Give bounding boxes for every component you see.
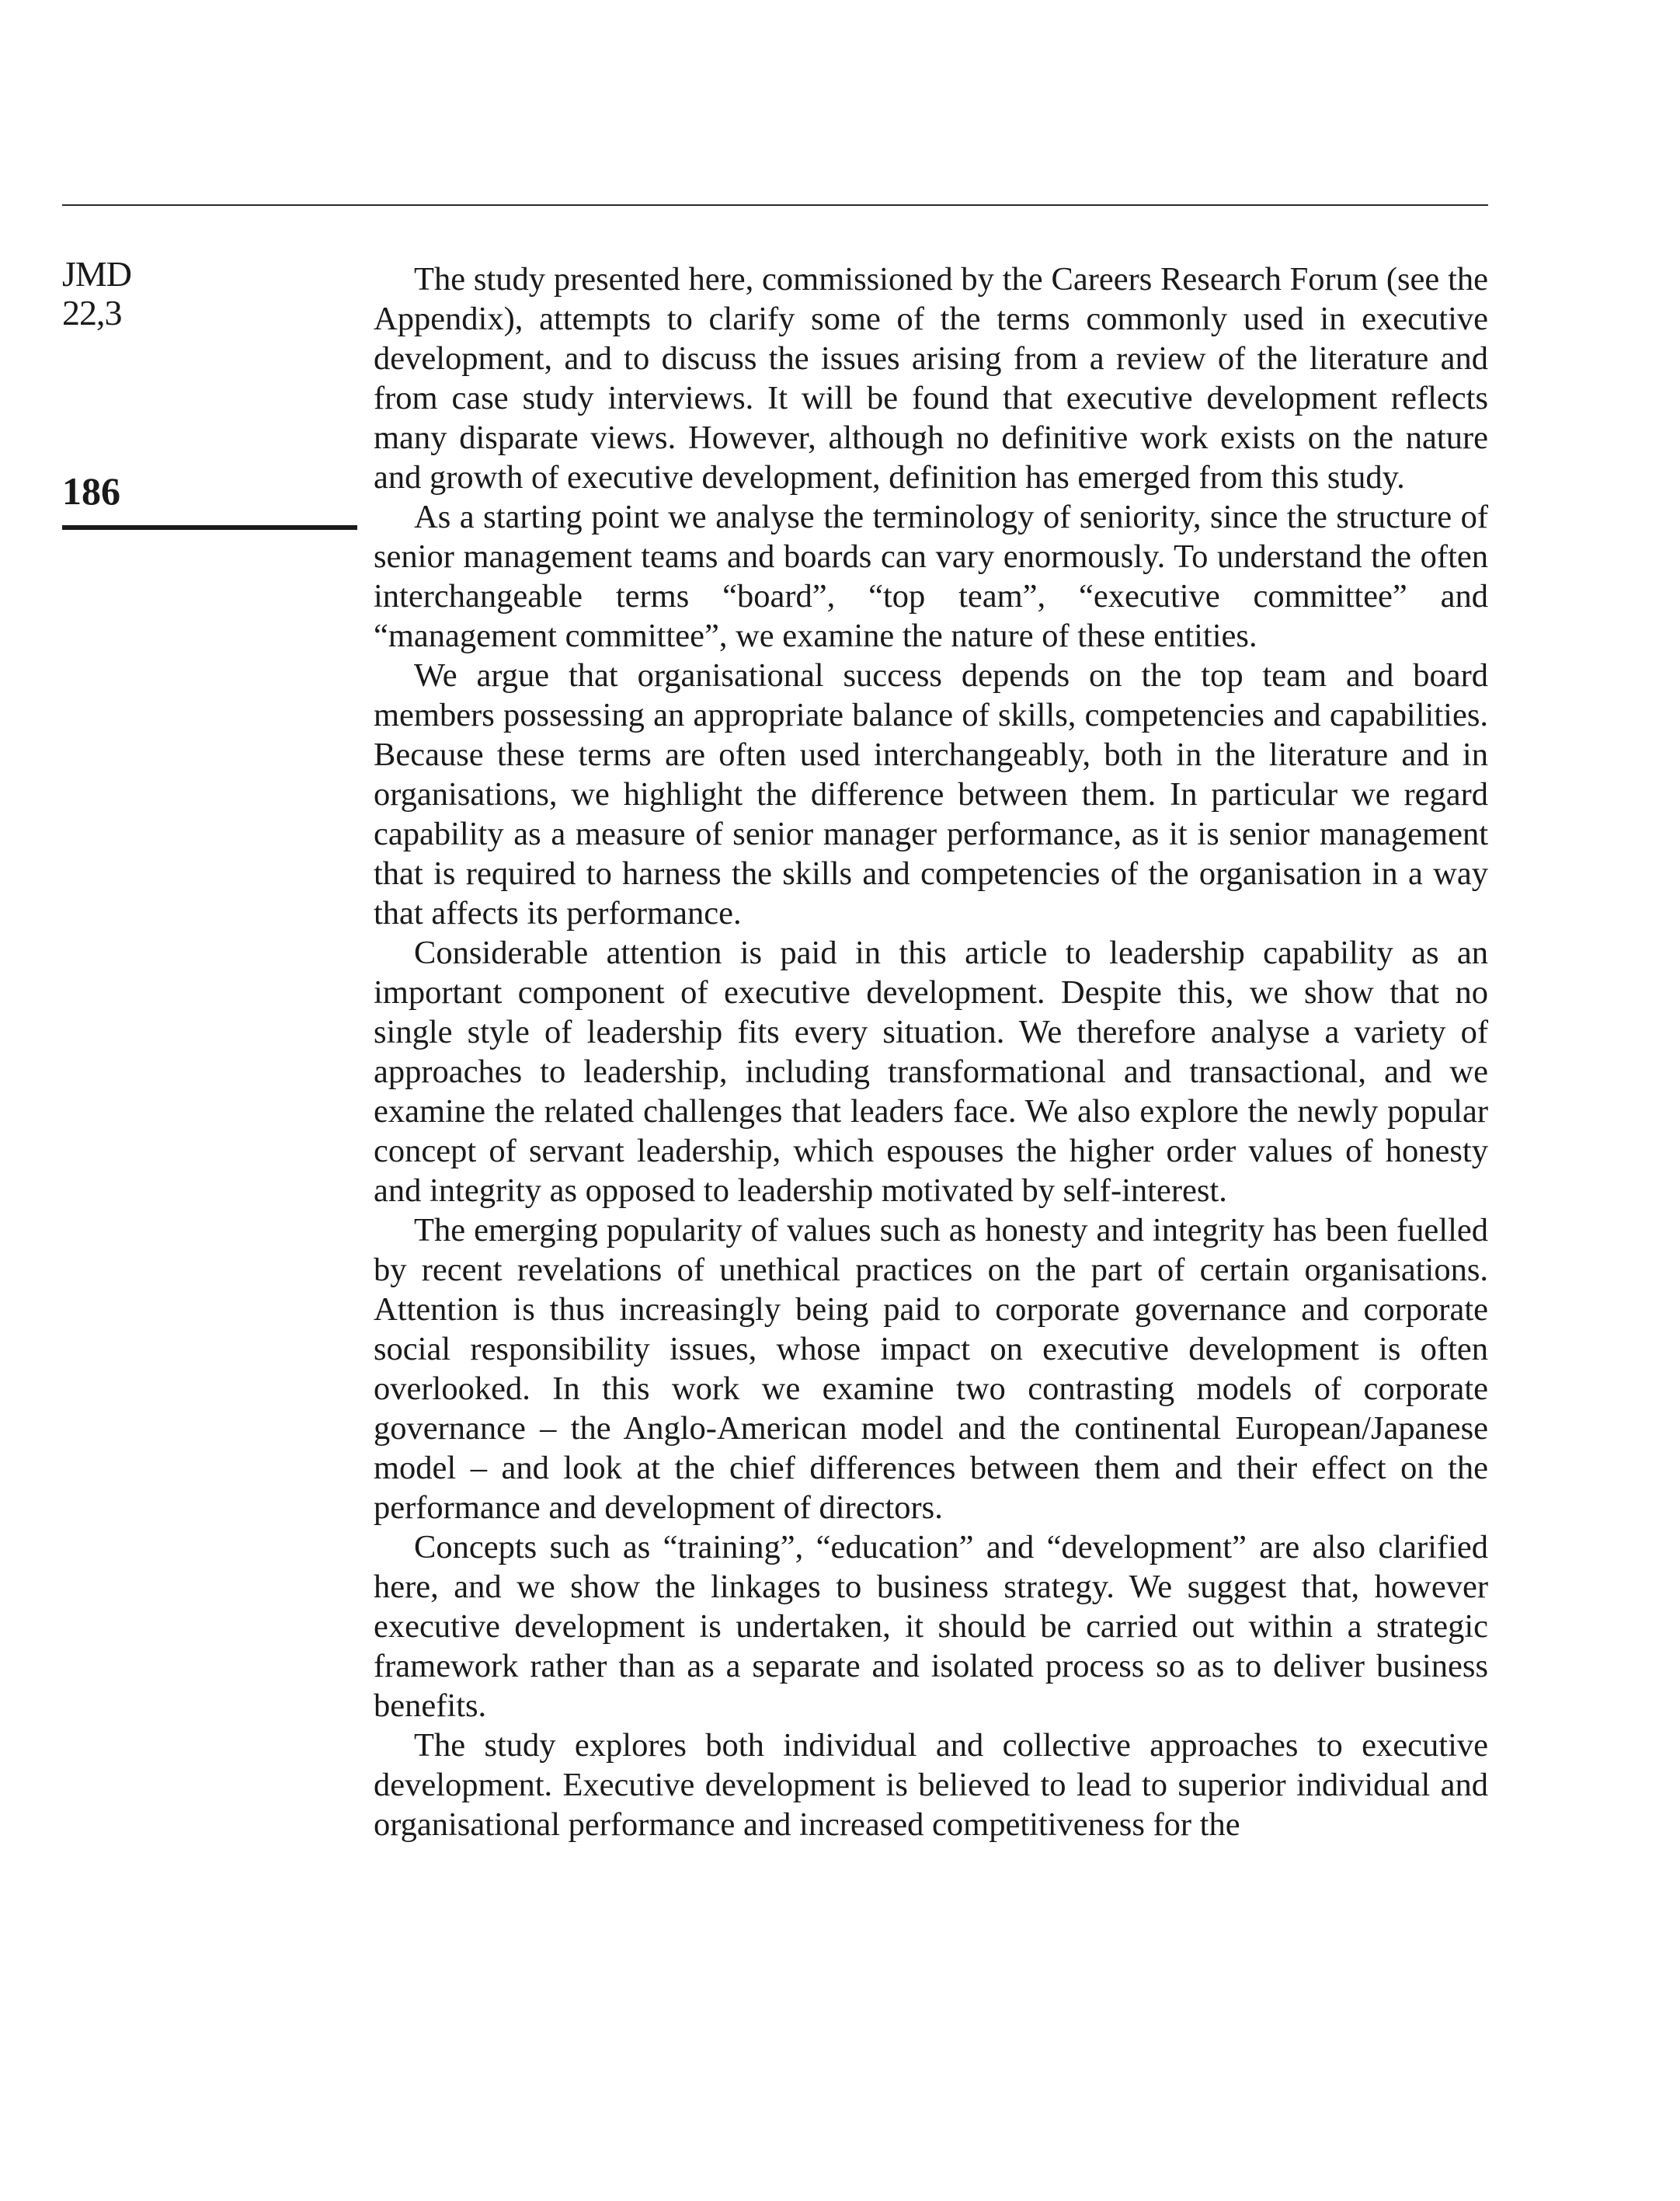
paragraph: Concepts such as “training”, “education” and “development” are also clarified here, and we show the linkages to business strategy. We suggest that, however executive development is undertaken, it should be carried out within a strategic framework rather than as a separate and isolated process so as to deliver business benefits. — [374, 1529, 1488, 1724]
journal-name: JMD — [62, 254, 132, 294]
paragraph: We argue that organisational success depends on the top team and board members possessing an appropriate balance of skills, competencies and capabilities. Because these terms are often used interchangeably, both in the literature and in organisations, we highlight the difference between them. In particular we regard capability as a measure of senior manager performance, as it is senior management that is required to harness the skills and competencies of the organisation in a way that affects its performance. — [374, 657, 1488, 932]
paragraph: The study explores both individual and collective approaches to executive development. Executive development is believed to lead to superior individual and organisational performance and increased competitiveness for the — [374, 1727, 1488, 1843]
journal-reference — [62, 255, 357, 333]
page-number: 186 — [62, 469, 120, 513]
header-rule — [62, 204, 1488, 206]
paragraph: The emerging popularity of values such as honesty and integrity has been fuelled by recent revelations of unethical practices on the part of certain organisations. Attention is thus increasingly being paid to corporate governance and corporate social responsibility issues, whose impact on executive development is often overlooked. In this work we examine two contrasting models of corporate governance – the Anglo-American model and the continental European/Japanese model – and look at the chief differences between them and their effect on the performance and development of directors. — [374, 1212, 1488, 1526]
article-body — [374, 259, 1488, 1844]
page-number-rule — [62, 525, 357, 530]
paragraph: The study presented here, commissioned by the Careers Research Forum (see the Appendix), attempts to clarify some of the terms commonly used in executive development, and to discuss the issues arising from a review of the literature and from case study interviews. It will be found that executive development reflects many disparate views. However, although no definitive work exists on the nature and growth of executive development, definition has emerged from this study. — [374, 261, 1488, 496]
paragraph: Considerable attention is paid in this article to leadership capability as an important component of executive development. Despite this, we show that no single style of leadership fits every situation. We therefore analyse a variety of approaches to leadership, including transformational and transactional, and we examine the related challenges that leaders face. We also explore the newly popular concept of servant leadership, which espouses the higher order values of honesty and integrity as opposed to leadership motivated by self-interest. — [374, 935, 1488, 1209]
paragraph: As a starting point we analyse the terminology of seniority, since the structure of senior management teams and boards can vary enormously. To understand the often interchangeable terms “board”, “top team”, “executive committee” and “management committee”, we examine the nature of these entities. — [374, 499, 1488, 654]
volume-issue: 22,3 — [62, 293, 122, 333]
